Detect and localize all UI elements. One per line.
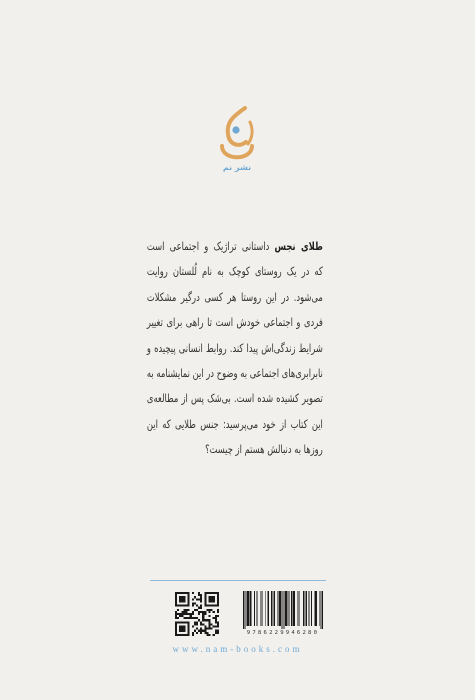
barcode-bar xyxy=(322,591,323,629)
barcode-bar xyxy=(311,591,312,626)
description-line: این کتاب از خود می‌پرسید: جنس طلایی که این xyxy=(147,416,323,431)
description-line xyxy=(147,234,323,259)
barcode-bar xyxy=(320,591,321,629)
barcode-bar xyxy=(303,591,305,626)
logo-bowl xyxy=(222,146,252,157)
barcode-bar xyxy=(273,591,275,626)
horizontal-divider xyxy=(150,580,326,581)
description-line: می‌شود. در این روستا هر کسی درگیر مشکلات xyxy=(147,289,323,304)
barcode-bar xyxy=(256,591,257,626)
barcode-bar xyxy=(291,591,292,626)
barcode-bar xyxy=(261,591,262,626)
logo-swash xyxy=(228,108,246,145)
barcode-bar xyxy=(267,591,269,626)
barcode-bar xyxy=(250,591,252,626)
description-line: شرایط زندگی‌اش پیدا کند. روابط انسانی پیچیده و xyxy=(147,340,323,355)
nam-publishing-logo-icon xyxy=(215,104,259,164)
barcode-bar xyxy=(245,591,246,629)
barcode-bar xyxy=(299,591,300,626)
qr-pattern xyxy=(175,592,219,636)
barcode-bar xyxy=(283,591,284,629)
description-line: نابرابری‌های اجتماعی به وضوح در این نمایشنامه به xyxy=(147,365,323,380)
logo-tail xyxy=(248,122,252,144)
website-url: www.nam-books.com xyxy=(172,644,303,654)
barcode-bar xyxy=(285,591,288,626)
barcode-bar xyxy=(271,591,273,626)
qr-code-icon xyxy=(175,592,219,636)
description-line: تصویر کشیده شده است. بی‌شک پس از مطالعه‌ی xyxy=(147,391,323,406)
barcode-digits: 9786229946280 xyxy=(246,630,320,636)
barcode-icon xyxy=(243,591,323,629)
description-text: داستانی تراژیک و اجتماعی است xyxy=(147,239,270,253)
barcode-bar xyxy=(309,591,310,626)
logo-dot xyxy=(232,126,239,133)
barcode-bar xyxy=(262,591,263,626)
barcode-bar xyxy=(279,591,281,626)
barcode-bar xyxy=(319,591,320,626)
barcode-bar xyxy=(278,591,279,626)
barcode-bar xyxy=(243,591,244,629)
description-line: که در یک روستای کوچک به نام لُلستان روایت xyxy=(147,264,323,279)
logo-text: نشر نم xyxy=(222,163,252,172)
description-line-last: روزها به دنبالش هستم از چیست؟ xyxy=(205,442,323,457)
barcode-bar xyxy=(265,591,266,626)
barcode-bar xyxy=(246,591,249,626)
description-paragraph xyxy=(147,234,323,463)
barcode-bar xyxy=(288,591,289,626)
barcode-bar xyxy=(293,591,296,626)
barcode-bar xyxy=(282,591,283,629)
barcode-bar xyxy=(305,591,307,626)
barcode-bar xyxy=(254,591,255,626)
barcode-bar xyxy=(315,591,318,626)
description-line: فردی و اجتماعی خودش است تا راهی برای تغییر xyxy=(147,315,323,330)
book-title: طلای نجس xyxy=(274,239,323,253)
barcode-bar xyxy=(297,591,298,626)
